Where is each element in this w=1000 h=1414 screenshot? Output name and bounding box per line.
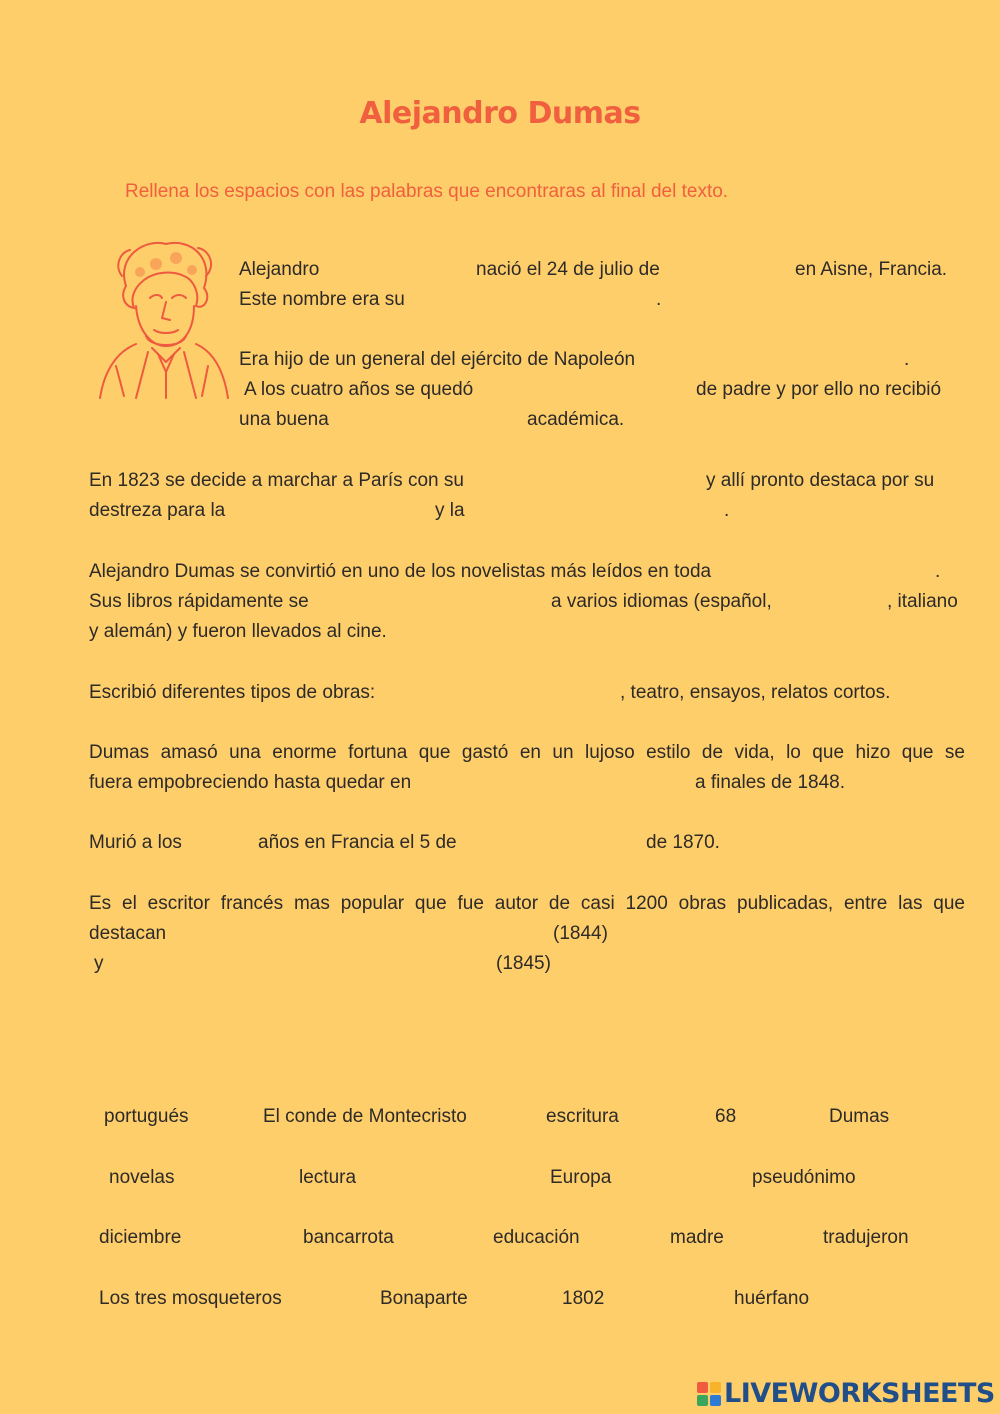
text-line: . xyxy=(724,500,730,521)
text-line: a varios idiomas (español, xyxy=(551,591,772,612)
text-line: años en Francia el 5 de xyxy=(258,832,457,853)
word-bank-item[interactable]: huérfano xyxy=(734,1288,810,1309)
text-line: nació el 24 de julio de xyxy=(476,259,660,280)
blank-field[interactable] xyxy=(792,590,886,614)
word-bank-item[interactable]: educación xyxy=(493,1227,580,1248)
word-bank-item[interactable]: pseudónimo xyxy=(752,1167,856,1188)
text-line: (1845) xyxy=(496,953,551,974)
word-bank-item[interactable]: Europa xyxy=(550,1167,612,1188)
blank-field[interactable] xyxy=(674,258,790,282)
text-line: Era hijo de un general del ejército de Napoleón xyxy=(239,349,636,370)
text-line: . xyxy=(935,561,941,582)
text-line: Sus libros rápidamente se xyxy=(89,591,309,612)
text-line: académica. xyxy=(527,409,625,430)
word-bank-item[interactable]: tradujeron xyxy=(823,1227,909,1248)
text-line: destreza para la xyxy=(89,500,226,521)
word-bank-item[interactable]: 1802 xyxy=(562,1288,605,1309)
text-line: en Aisne, Francia. xyxy=(795,259,948,280)
blank-field[interactable] xyxy=(668,348,902,372)
text-line: a finales de 1848. xyxy=(695,772,846,793)
text-line: una buena xyxy=(239,409,329,430)
blank-field[interactable] xyxy=(762,560,932,584)
text-line: y allí pronto destaca por su xyxy=(706,470,935,491)
text-line: Murió a los xyxy=(89,832,182,853)
blank-field[interactable] xyxy=(334,590,546,614)
blank-field[interactable] xyxy=(504,469,700,493)
text-line: de padre y por ello no recibió xyxy=(696,379,942,400)
text-line: (1844) xyxy=(553,923,608,944)
blank-field[interactable] xyxy=(454,771,688,795)
text-line: Este nombre era su xyxy=(239,289,405,310)
text-line: Es el escritor francés mas popular que fue autor de casi 1200 obras publicadas, entre las que xyxy=(89,893,965,914)
word-bank-item[interactable]: 68 xyxy=(715,1106,737,1127)
blank-field[interactable] xyxy=(414,681,618,705)
text-line: , teatro, ensayos, relatos cortos. xyxy=(620,682,891,703)
blank-field[interactable] xyxy=(248,499,428,523)
text-line: de 1870. xyxy=(646,832,720,853)
text-line: Escribió diferentes tipos de obras: xyxy=(89,682,376,703)
blank-field[interactable] xyxy=(196,831,252,855)
blank-field[interactable] xyxy=(498,378,690,402)
text-line: Dumas amasó una enorme fortuna que gastó en un lujoso estilo de vida, lo que hizo que se xyxy=(89,742,965,763)
word-bank-item[interactable]: novelas xyxy=(109,1167,175,1188)
word-bank-item[interactable]: bancarrota xyxy=(303,1227,394,1248)
blank-field[interactable] xyxy=(472,499,722,523)
blank-field[interactable] xyxy=(332,258,470,282)
blank-field[interactable] xyxy=(424,288,654,312)
page-title: Alejandro Dumas xyxy=(359,96,641,131)
blank-field[interactable] xyxy=(338,408,522,432)
text-line: Alejandro Dumas se convirtió en uno de los novelistas más leídos en toda xyxy=(89,561,712,582)
text-line: Alejandro xyxy=(239,259,320,280)
portrait-illustration xyxy=(96,236,230,400)
text-line: . xyxy=(656,289,662,310)
text-line: y la xyxy=(435,500,465,521)
text-line: destacan xyxy=(89,923,167,944)
logo-badge-icon xyxy=(697,1382,721,1406)
word-bank-item[interactable]: madre xyxy=(670,1227,724,1248)
text-line: En 1823 se decide a marchar a París con su xyxy=(89,470,464,491)
word-bank-item[interactable]: El conde de Montecristo xyxy=(263,1106,467,1127)
text-line: A los cuatro años se quedó xyxy=(244,379,474,400)
word-bank-item[interactable]: escritura xyxy=(546,1106,619,1127)
text-line: fuera empobreciendo hasta quedar en xyxy=(89,772,412,793)
logo-text: LIVEWORKSHEETS xyxy=(724,1378,995,1409)
blank-field[interactable] xyxy=(184,922,548,946)
text-line: y xyxy=(94,953,104,974)
word-bank-item[interactable]: Bonaparte xyxy=(380,1288,468,1309)
blank-field[interactable] xyxy=(472,831,640,855)
word-bank-item[interactable]: Dumas xyxy=(829,1106,890,1127)
word-bank-item[interactable]: lectura xyxy=(299,1167,357,1188)
blank-field[interactable] xyxy=(112,952,490,976)
text-line: y alemán) y fueron llevados al cine. xyxy=(89,621,387,642)
text-line: , italiano xyxy=(887,591,958,612)
text-line: . xyxy=(904,349,910,370)
word-bank-item[interactable]: portugués xyxy=(104,1106,189,1127)
word-bank-item[interactable]: diciembre xyxy=(99,1227,182,1248)
instructions: Rellena los espacios con las palabras que encontraras al final del texto. xyxy=(125,181,729,202)
word-bank-item[interactable]: Los tres mosqueteros xyxy=(99,1288,282,1309)
